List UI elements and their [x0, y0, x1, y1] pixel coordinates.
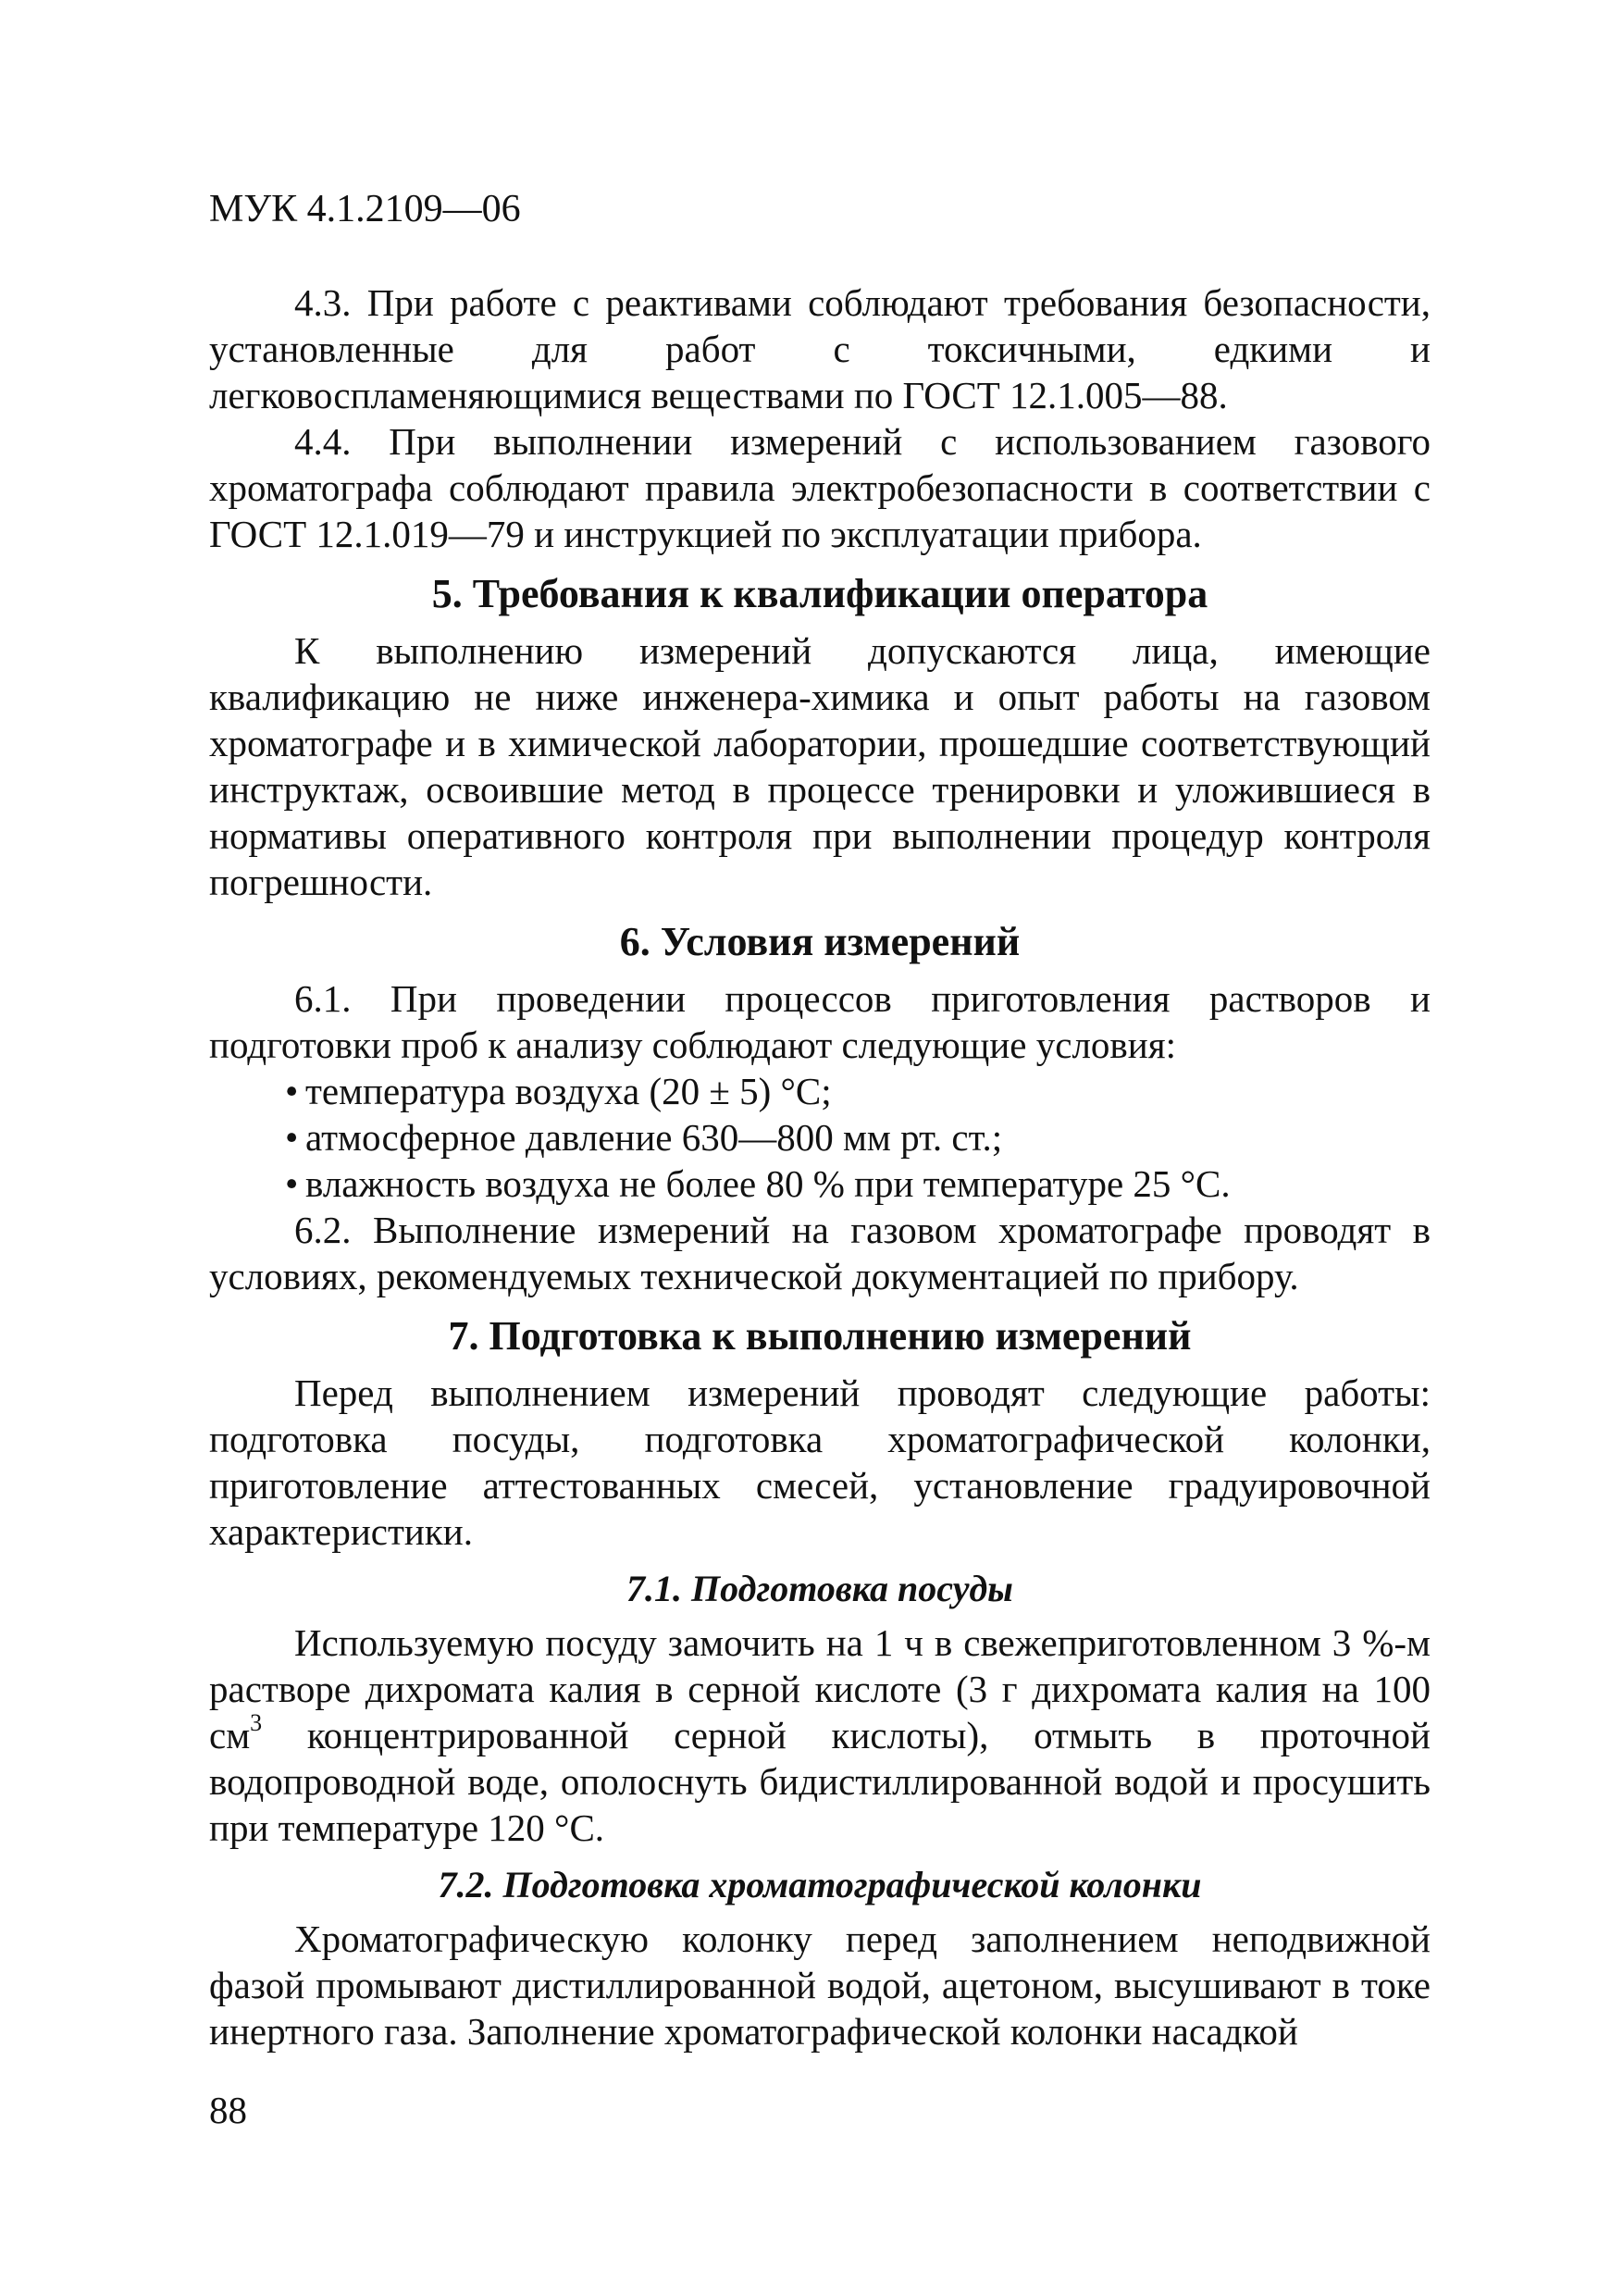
subsection-7-2-heading: 7.2. Подготовка хроматографической колонки: [438, 1864, 1202, 1905]
running-header: МУК 4.1.2109—06: [209, 188, 521, 230]
page-number: 88: [209, 2089, 247, 2131]
paragraph-7-1-part2: концентрированной серной кислоты), отмыть в проточной водопроводной воде, ополоснуть бидистиллированной водой и просушить при температуре 120 °С.: [209, 1714, 1431, 1849]
paragraph-5-1: К выполнению измерений допускаются лица, имеющие квалификацию не ниже инженера-химика и опыт работы на газовом хроматографе и в химической лаборатории, прошедшие соответствующий инструктаж, освоившие метод в процессе тренировки и уложившиеся в нормативы оперативного контроля при выполнении процедур контроля погрешности.: [209, 629, 1431, 903]
bullet-item: [209, 1114, 1431, 1160]
paragraph-6-2: 6.2. Выполнение измерений на газовом хроматографе проводят в условиях, рекомендуемых технической документацией по прибору.: [209, 1209, 1431, 1297]
section-5-heading: 5. Требования к квалификации оператора: [431, 571, 1208, 616]
paragraph-7-1: [209, 1620, 1431, 1851]
paragraph-4-4: 4.4. При выполнении измерений с использованием газового хроматографа соблюдают правила электробезопасности в соответствии с ГОСТ 12.1.019—79 и инструкцией по эксплуатации прибора.: [209, 420, 1431, 555]
paragraph-6-1: 6.1. При проведении процессов приготовления растворов и подготовки проб к анализу соблюдают следующие условия:: [209, 977, 1431, 1066]
superscript-3: 3: [250, 1709, 263, 1737]
bullet-icon: •: [285, 1116, 299, 1159]
paragraph-7-1-part1: Используемую посуду замочить на 1 ч в свежеприготовленном 3 %-м растворе дихромата калия в серной кислоте (3 г дихромата калия на 100 см: [209, 1621, 1431, 1756]
bullet-item: [209, 1068, 1431, 1114]
document-page: [209, 185, 1431, 2054]
bullet-text: атмосферное давление 630—800 мм рт. ст.;: [305, 1116, 1003, 1159]
bullet-icon: •: [285, 1070, 299, 1112]
bullet-text: температура воздуха (20 ± 5) °С;: [305, 1070, 832, 1112]
paragraph-4-3: 4.3. При работе с реактивами соблюдают требования безопасности, установленные для работ с токсичными, едкими и легковоспламеняющимися веществами по ГОСТ 12.1.005—88.: [209, 281, 1431, 416]
subsection-7-1-heading: 7.1. Подготовка посуды: [626, 1568, 1013, 1609]
bullet-icon: •: [285, 1162, 299, 1205]
section-6-heading: 6. Условия измерений: [619, 919, 1021, 964]
paragraph-7-intro: Перед выполнением измерений проводят следующие работы: подготовка посуды, подготовка хроматографической колонки, приготовление аттестованных смесей, установление градуировочной характеристики.: [209, 1371, 1431, 1553]
bullet-text: влажность воздуха не более 80 % при температуре 25 °С.: [305, 1162, 1231, 1205]
section-7-heading: 7. Подготовка к выполнению измерений: [448, 1313, 1192, 1359]
paragraph-7-2: Хроматографическую колонку перед заполнением неподвижной фазой промывают дистиллированной водой, ацетоном, высушивают в токе инертного газа. Заполнение хроматографической колонки насадкой: [209, 1917, 1431, 2053]
bullet-item: [209, 1160, 1431, 1207]
